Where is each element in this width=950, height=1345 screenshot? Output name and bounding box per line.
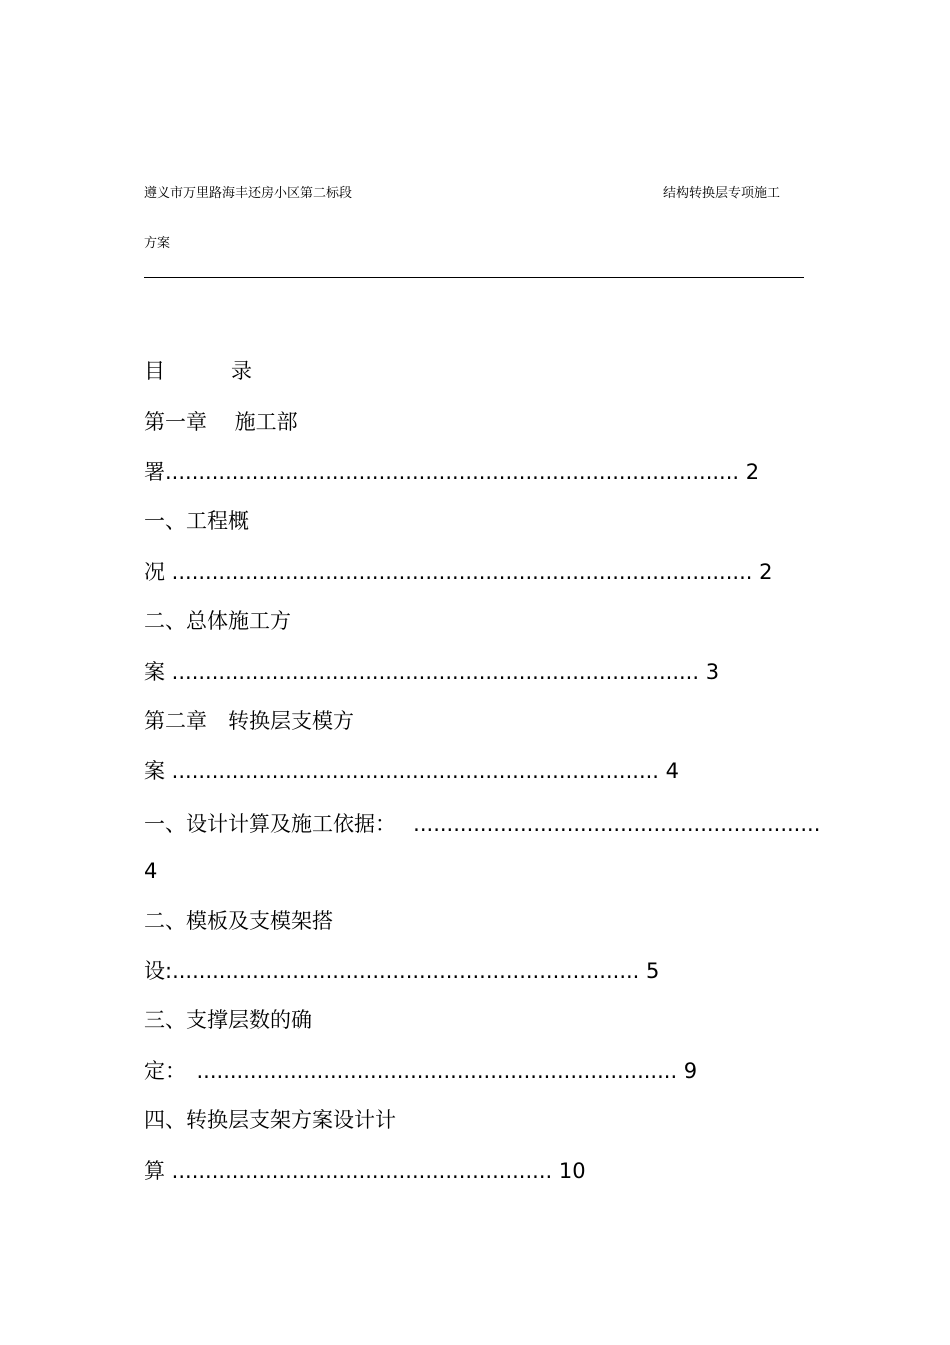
toc-entry-design-basis-page[interactable]: 4 (144, 859, 158, 883)
running-header-title: 结构转换层专项施工 (663, 186, 781, 201)
toc-heading (144, 358, 252, 384)
toc-entry-chapter-2-page[interactable]: 案 ......................................................................... 4 (144, 759, 680, 783)
header-rule (144, 277, 804, 278)
toc-entry-chapter-2[interactable]: 第二章 转换层支模方 (144, 709, 354, 733)
toc-entry-project-overview-page[interactable]: 况 ....................................................................................... 2 (144, 560, 773, 584)
toc-entry-project-overview[interactable]: 一、工程概 (144, 509, 249, 533)
toc-entry-formwork[interactable]: 二、模板及支模架搭 (144, 909, 333, 933)
toc-heading-right: 录 (231, 359, 252, 383)
toc-entry-support-layers[interactable]: 三、支撑层数的确 (144, 1008, 312, 1032)
toc-entry-overall-plan-page[interactable]: 案 ............................................................................... 3 (144, 660, 720, 684)
toc-heading-left: 目 (144, 359, 165, 383)
toc-entry-design-basis[interactable]: 一、设计计算及施工依据： ............................................................. (144, 812, 821, 836)
running-header-project: 遵义市万里路海丰还房小区第二标段 (144, 186, 353, 201)
toc-entry-chapter-1[interactable]: 第一章 施工部 (144, 410, 298, 434)
toc-entry-overall-plan[interactable]: 二、总体施工方 (144, 609, 291, 633)
running-header-continuation: 方案 (144, 236, 171, 251)
toc-entry-formwork-page[interactable]: 设:...................................................................... 5 (144, 959, 660, 983)
toc-entry-chapter-1-page[interactable]: 署...................................................................................... 2 (144, 460, 760, 484)
toc-entry-support-layers-page[interactable]: 定： ........................................................................ 9 (144, 1059, 698, 1083)
toc-entry-support-calc[interactable]: 四、转换层支架方案设计计 (144, 1108, 396, 1132)
toc-entry-support-calc-page[interactable]: 算 ......................................................... 10 (144, 1159, 586, 1183)
